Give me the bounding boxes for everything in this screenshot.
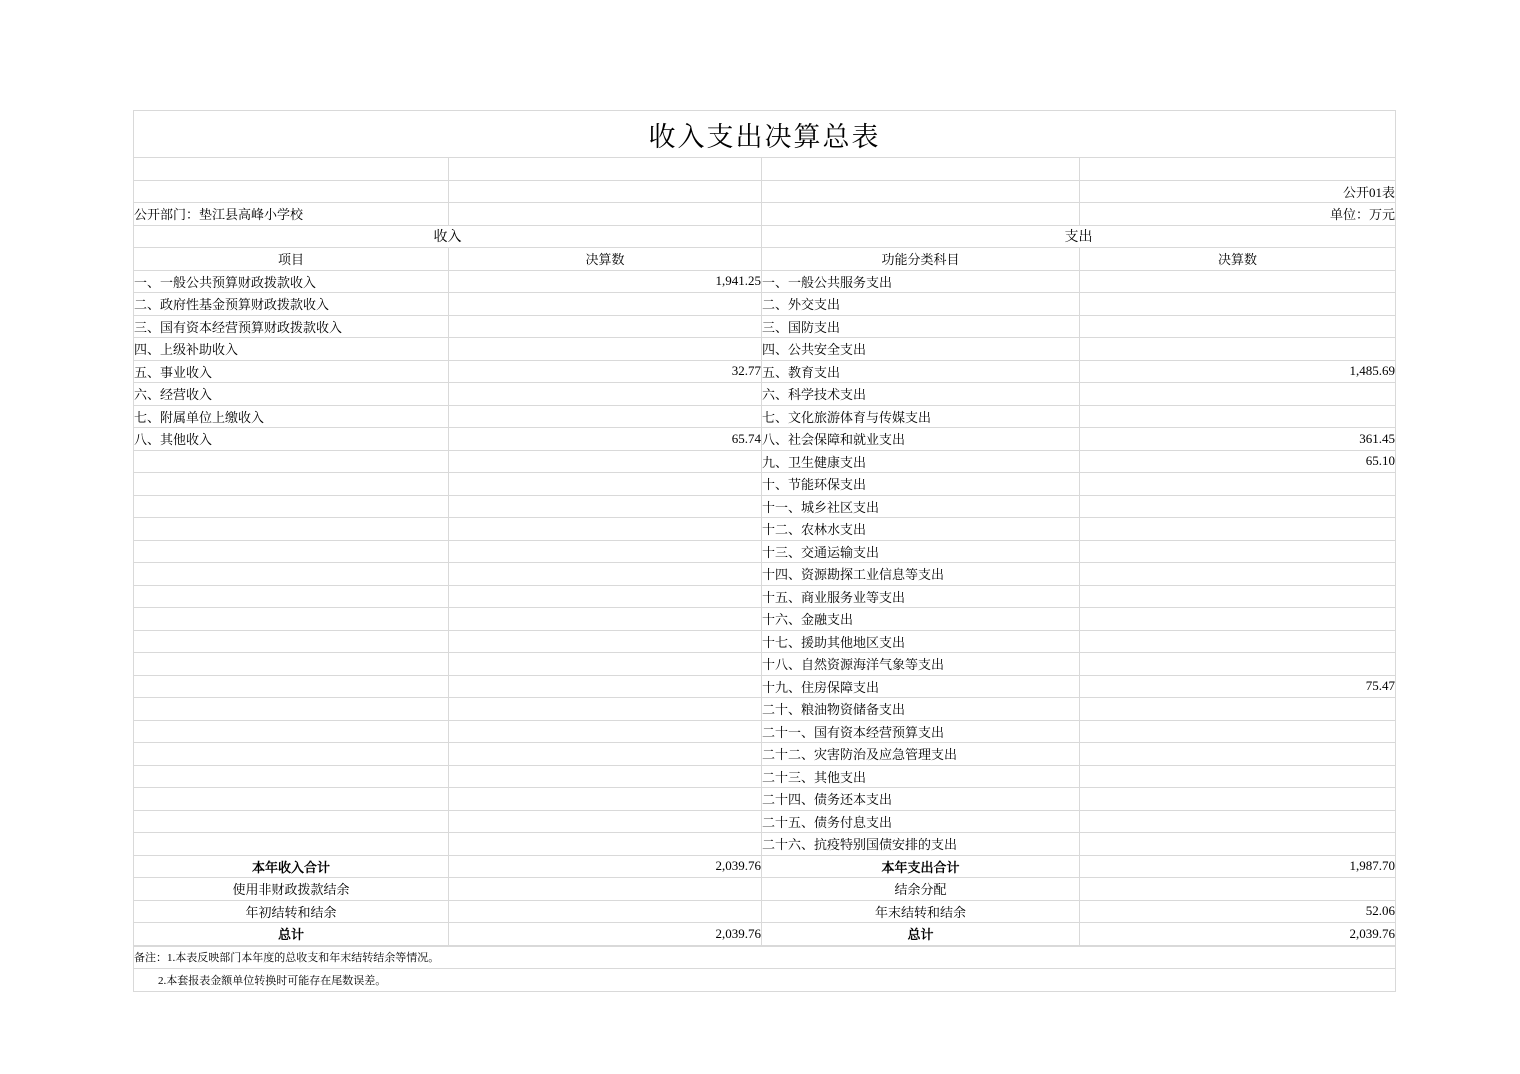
expense-item-value (1080, 315, 1396, 338)
expense-item-label: 二十六、抗疫特别国债安排的支出 (762, 833, 1080, 856)
income-item-value (449, 518, 762, 541)
spacer-cell (762, 180, 1080, 203)
summary-income-label: 年初结转和结余 (134, 900, 449, 923)
income-item-value (449, 450, 762, 473)
income-item-label: 四、上级补助收入 (134, 338, 449, 361)
table-row (134, 810, 1396, 833)
income-item-label (134, 698, 449, 721)
summary-expense-value: 1,987.70 (1080, 855, 1396, 878)
summary-income-label: 总计 (134, 923, 449, 946)
spacer-cell (762, 158, 1080, 181)
income-item-value (449, 788, 762, 811)
expense-item-label: 三、国防支出 (762, 315, 1080, 338)
expense-item-value (1080, 698, 1396, 721)
expense-item-value (1080, 405, 1396, 428)
table-row (134, 383, 1396, 406)
expense-item-label: 七、文化旅游体育与传媒支出 (762, 405, 1080, 428)
income-item-label: 二、政府性基金预算财政拨款收入 (134, 293, 449, 316)
page-title: 收入支出决算总表 (134, 111, 1396, 158)
income-item-label: 八、其他收入 (134, 428, 449, 451)
expense-item-label: 六、科学技术支出 (762, 383, 1080, 406)
expense-item-label: 二、外交支出 (762, 293, 1080, 316)
expense-item-header: 功能分类科目 (762, 248, 1080, 271)
expense-item-value (1080, 585, 1396, 608)
note-text-2: 2.本套报表金额单位转换时可能存在尾数误差。 (134, 969, 1396, 992)
table-row (134, 608, 1396, 631)
table-row (134, 428, 1396, 451)
expense-item-label: 九、卫生健康支出 (762, 450, 1080, 473)
income-item-value (449, 720, 762, 743)
income-item-value: 65.74 (449, 428, 762, 451)
income-item-label (134, 495, 449, 518)
section-header-row (134, 225, 1396, 248)
summary-expense-value: 2,039.76 (1080, 923, 1396, 946)
summary-income-value (449, 878, 762, 901)
income-item-label (134, 810, 449, 833)
unit-label: 单位：万元 (1080, 203, 1396, 226)
table-row (134, 698, 1396, 721)
expense-item-label: 八、社会保障和就业支出 (762, 428, 1080, 451)
income-item-label (134, 653, 449, 676)
income-item-label (134, 743, 449, 766)
income-item-label: 六、经营收入 (134, 383, 449, 406)
income-item-value (449, 585, 762, 608)
income-item-value (449, 405, 762, 428)
expense-item-label: 二十三、其他支出 (762, 765, 1080, 788)
income-item-label: 三、国有资本经营预算财政拨款收入 (134, 315, 449, 338)
table-row (134, 765, 1396, 788)
title-row (134, 111, 1396, 158)
expense-item-label: 十六、金融支出 (762, 608, 1080, 631)
table-row (134, 405, 1396, 428)
expense-item-value (1080, 540, 1396, 563)
table-row (134, 338, 1396, 361)
income-item-value (449, 833, 762, 856)
summary-income-value (449, 900, 762, 923)
expense-item-value (1080, 473, 1396, 496)
income-item-value (449, 630, 762, 653)
income-item-value (449, 315, 762, 338)
expense-item-value (1080, 270, 1396, 293)
spacer-cell (134, 180, 449, 203)
income-section-header: 收入 (134, 225, 762, 248)
income-item-label (134, 563, 449, 586)
income-item-label: 五、事业收入 (134, 360, 449, 383)
table-row (134, 518, 1396, 541)
note-text-1: 备注：1.本表反映部门本年度的总收支和年末结转结余等情况。 (134, 946, 1396, 969)
expense-item-value: 1,485.69 (1080, 360, 1396, 383)
expense-item-value: 75.47 (1080, 675, 1396, 698)
expense-item-value (1080, 495, 1396, 518)
expense-item-label: 十二、农林水支出 (762, 518, 1080, 541)
table-row (134, 315, 1396, 338)
income-item-header: 项目 (134, 248, 449, 271)
income-item-label (134, 720, 449, 743)
expense-item-label: 二十四、债务还本支出 (762, 788, 1080, 811)
expense-item-label: 十五、商业服务业等支出 (762, 585, 1080, 608)
expense-item-value (1080, 630, 1396, 653)
table-row (134, 630, 1396, 653)
expense-item-value: 65.10 (1080, 450, 1396, 473)
income-item-label: 一、一般公共预算财政拨款收入 (134, 270, 449, 293)
summary-expense-label: 总计 (762, 923, 1080, 946)
summary-expense-label: 年末结转和结余 (762, 900, 1080, 923)
income-item-value: 1,941.25 (449, 270, 762, 293)
income-item-value (449, 563, 762, 586)
form-code-row (134, 180, 1396, 203)
spacer-cell (762, 203, 1080, 226)
spacer-cell (134, 158, 449, 181)
income-item-label: 七、附属单位上缴收入 (134, 405, 449, 428)
income-item-label (134, 473, 449, 496)
table-row (134, 495, 1396, 518)
expense-item-value (1080, 653, 1396, 676)
summary-income-label: 本年收入合计 (134, 855, 449, 878)
spreadsheet-area (133, 110, 1395, 992)
expense-section-header: 支出 (762, 225, 1396, 248)
income-item-label (134, 540, 449, 563)
income-item-value (449, 653, 762, 676)
expense-item-value (1080, 338, 1396, 361)
income-item-label (134, 675, 449, 698)
expense-item-label: 五、教育支出 (762, 360, 1080, 383)
spacer-cell (449, 158, 762, 181)
expense-item-label: 一、一般公共服务支出 (762, 270, 1080, 293)
income-item-label (134, 518, 449, 541)
spacer-cell (1080, 158, 1396, 181)
summary-row (134, 900, 1396, 923)
table-row (134, 743, 1396, 766)
spacer-cell (449, 180, 762, 203)
income-item-value (449, 698, 762, 721)
income-item-value (449, 473, 762, 496)
income-item-value (449, 495, 762, 518)
income-item-label (134, 608, 449, 631)
expense-item-value (1080, 765, 1396, 788)
expense-item-value (1080, 810, 1396, 833)
income-item-value (449, 765, 762, 788)
summary-row (134, 878, 1396, 901)
expense-item-label: 十九、住房保障支出 (762, 675, 1080, 698)
expense-item-value (1080, 743, 1396, 766)
spacer-row (134, 158, 1396, 181)
expense-item-label: 十七、援助其他地区支出 (762, 630, 1080, 653)
summary-expense-label: 结余分配 (762, 878, 1080, 901)
income-item-label (134, 585, 449, 608)
table-row (134, 720, 1396, 743)
expense-item-value (1080, 383, 1396, 406)
column-header-row (134, 248, 1396, 271)
income-item-value: 32.77 (449, 360, 762, 383)
expense-amount-header: 决算数 (1080, 248, 1396, 271)
summary-income-value: 2,039.76 (449, 855, 762, 878)
summary-expense-value: 52.06 (1080, 900, 1396, 923)
expense-item-label: 十四、资源勘探工业信息等支出 (762, 563, 1080, 586)
income-item-label (134, 765, 449, 788)
summary-expense-label: 本年支出合计 (762, 855, 1080, 878)
table-row (134, 653, 1396, 676)
table-body (134, 270, 1396, 855)
expense-item-value (1080, 293, 1396, 316)
income-item-value (449, 810, 762, 833)
note-row (134, 969, 1396, 992)
spacer-cell (449, 203, 762, 226)
expense-item-value (1080, 563, 1396, 586)
expense-item-label: 十一、城乡社区支出 (762, 495, 1080, 518)
expense-item-value (1080, 833, 1396, 856)
note-row (134, 946, 1396, 969)
summary-row (134, 855, 1396, 878)
department-row (134, 203, 1396, 226)
income-item-label (134, 788, 449, 811)
table-row (134, 293, 1396, 316)
table-row (134, 675, 1396, 698)
table-row (134, 540, 1396, 563)
expense-item-label: 二十二、灾害防治及应急管理支出 (762, 743, 1080, 766)
expense-item-label: 十三、交通运输支出 (762, 540, 1080, 563)
expense-item-value (1080, 788, 1396, 811)
summary-expense-value (1080, 878, 1396, 901)
table-row (134, 360, 1396, 383)
expense-item-label: 十八、自然资源海洋气象等支出 (762, 653, 1080, 676)
expense-item-value: 361.45 (1080, 428, 1396, 451)
income-item-value (449, 338, 762, 361)
summary-income-label: 使用非财政拨款结余 (134, 878, 449, 901)
summary-body (134, 855, 1396, 945)
department-label: 公开部门：垫江县高峰小学校 (134, 203, 449, 226)
notes-table (133, 946, 1396, 992)
summary-row (134, 923, 1396, 946)
income-item-value (449, 293, 762, 316)
expense-item-label: 二十、粮油物资储备支出 (762, 698, 1080, 721)
expense-item-label: 二十五、债务付息支出 (762, 810, 1080, 833)
income-item-label (134, 450, 449, 473)
income-item-label (134, 630, 449, 653)
expense-item-label: 四、公共安全支出 (762, 338, 1080, 361)
expense-item-value (1080, 608, 1396, 631)
income-item-value (449, 540, 762, 563)
budget-summary-table (133, 110, 1396, 946)
table-row (134, 585, 1396, 608)
table-row (134, 270, 1396, 293)
expense-item-value (1080, 518, 1396, 541)
table-row (134, 833, 1396, 856)
income-amount-header: 决算数 (449, 248, 762, 271)
income-item-label (134, 833, 449, 856)
table-row (134, 473, 1396, 496)
table-row (134, 788, 1396, 811)
table-row (134, 563, 1396, 586)
income-item-value (449, 608, 762, 631)
expense-item-value (1080, 720, 1396, 743)
form-code: 公开01表 (1080, 180, 1396, 203)
income-item-value (449, 675, 762, 698)
income-item-value (449, 743, 762, 766)
expense-item-label: 二十一、国有资本经营预算支出 (762, 720, 1080, 743)
summary-income-value: 2,039.76 (449, 923, 762, 946)
income-item-value (449, 383, 762, 406)
table-row (134, 450, 1396, 473)
expense-item-label: 十、节能环保支出 (762, 473, 1080, 496)
